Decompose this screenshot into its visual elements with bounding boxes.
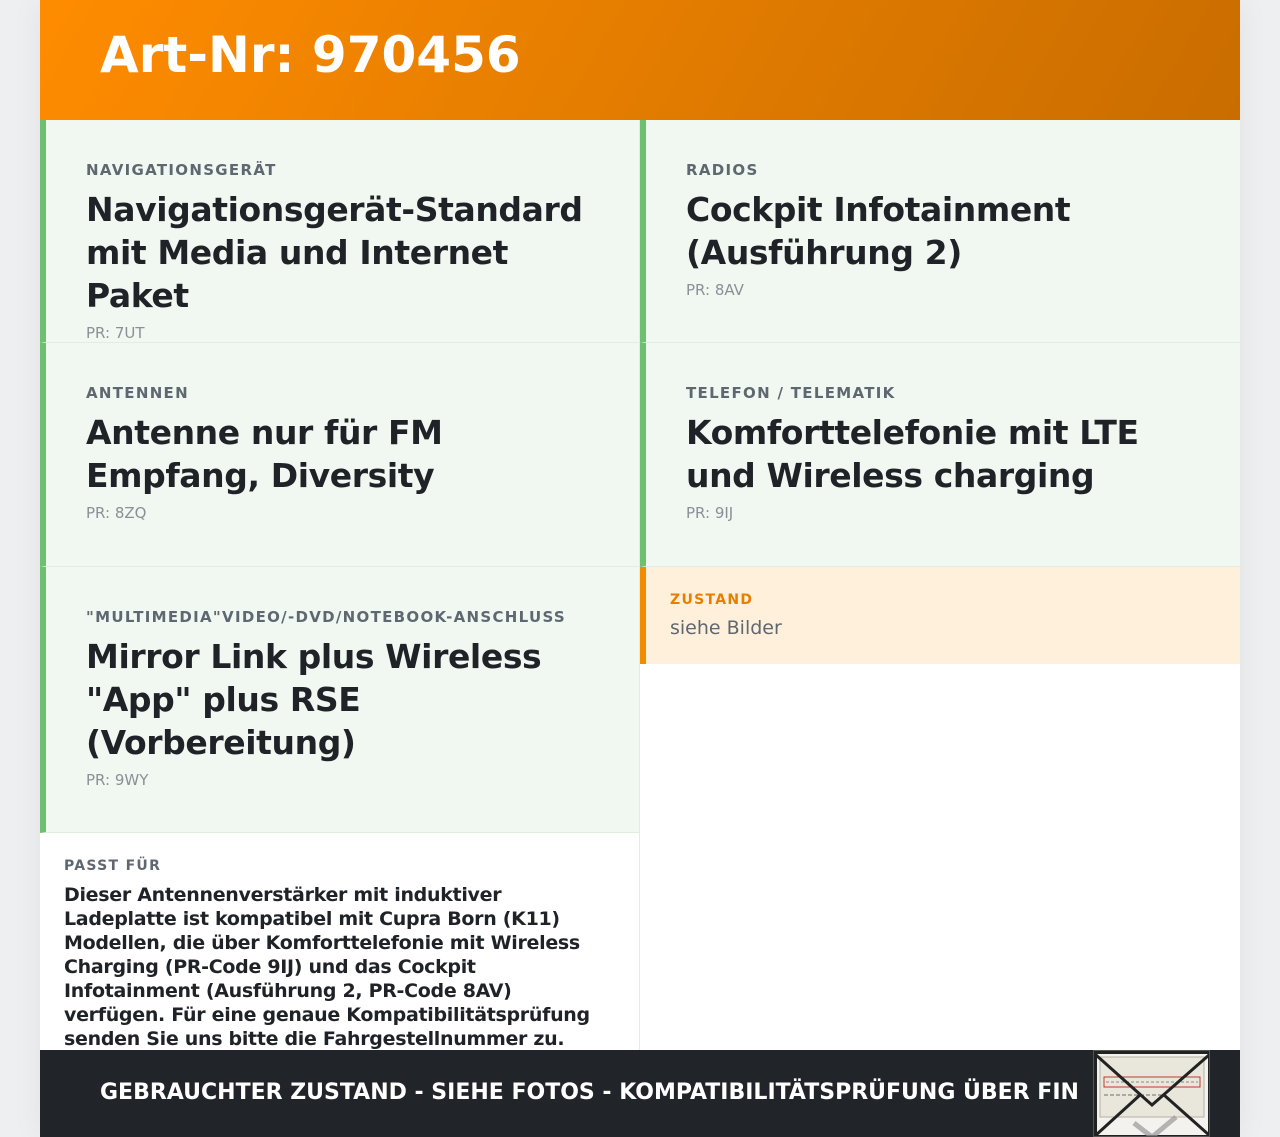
feature-card-multimedia xyxy=(40,567,640,833)
footer-text: GEBRAUCHTER ZUSTAND - SIEHE FOTOS - KOMPATIBILITÄTSPRÜFUNG ÜBER FIN xyxy=(100,1080,1079,1105)
compatibility-label: PASST FÜR xyxy=(64,858,162,874)
page xyxy=(40,0,1240,1137)
condition-value: siehe Bilder xyxy=(670,617,782,639)
compatibility-section xyxy=(40,833,640,1050)
card-title: Komforttelefonie mit LTE und Wireless charging xyxy=(686,413,1139,495)
card-pr-code: PR: 9WY xyxy=(86,771,149,789)
feature-card-antennen xyxy=(40,343,640,567)
compatibility-text: Dieser Antennenverstärker mit induktiver Ladeplatte ist kompatibel mit Cupra Born (K11) Modellen, die über Komforttelefonie mit Wireless Charging (PR-Code 9IJ) und das Cockpit Infotainment (Ausführung 2, PR-Code 8AV) verfügen. Für eine genaue Kompatibilitätsprüfung senden Sie uns bitte die Fahrgestellnummer zu. xyxy=(64,884,590,1050)
card-category: "MULTIMEDIA"VIDEO/-DVD/NOTEBOOK-ANSCHLUSS xyxy=(86,608,567,626)
envelope-icon xyxy=(1094,1051,1210,1137)
card-title: Mirror Link plus Wireless "App" plus RSE (Vorbereitung) xyxy=(86,637,542,762)
card-title: Cockpit Infotainment (Ausführung 2) xyxy=(686,190,1071,272)
card-pr-code: PR: 8AV xyxy=(686,281,744,299)
feature-card-telefon xyxy=(640,343,1240,567)
condition-label: ZUSTAND xyxy=(670,592,754,608)
header xyxy=(40,0,1240,120)
card-title: Navigationsgerät-Standard mit Media und Internet Paket xyxy=(86,190,583,315)
feature-card-radios xyxy=(640,120,1240,343)
card-category: TELEFON / TELEMATIK xyxy=(686,384,896,402)
footer-banner xyxy=(40,1050,1240,1137)
card-category: RADIOS xyxy=(686,161,759,179)
condition-box xyxy=(640,567,1240,664)
article-number-title: Art-Nr: 970456 xyxy=(100,26,521,84)
card-pr-code: PR: 7UT xyxy=(86,324,145,342)
feature-card-navigation xyxy=(40,120,640,343)
card-pr-code: PR: 9IJ xyxy=(686,504,734,522)
card-title: Antenne nur für FM Empfang, Diversity xyxy=(86,413,443,495)
column-divider xyxy=(639,120,640,1050)
envelope-thumbnail-image[interactable] xyxy=(1093,1050,1210,1137)
card-category: NAVIGATIONSGERÄT xyxy=(86,161,277,179)
card-pr-code: PR: 8ZQ xyxy=(86,504,147,522)
card-category: ANTENNEN xyxy=(86,384,189,402)
